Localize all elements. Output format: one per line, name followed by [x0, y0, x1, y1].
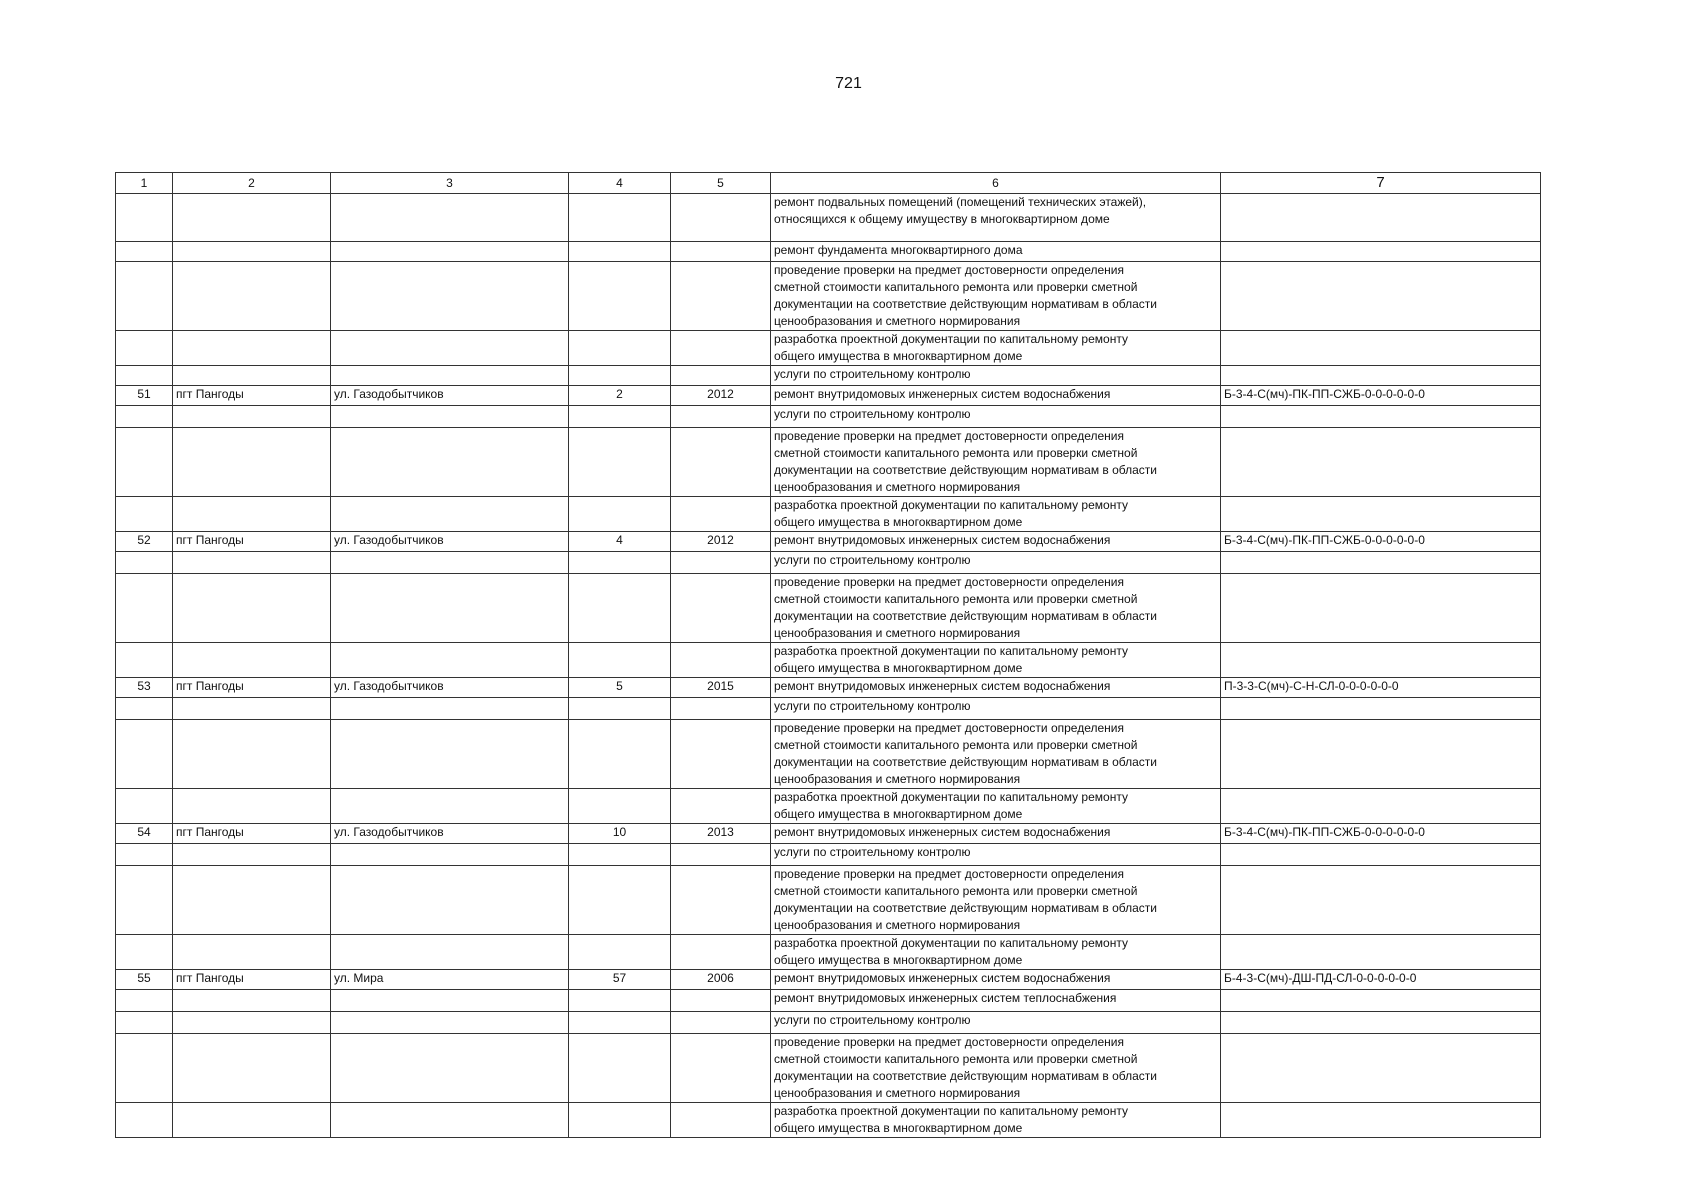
cell-work: разработка проектной документации по капитальному ремонту общего имущества в многоквартирном доме [771, 643, 1221, 678]
cell-street [331, 262, 569, 331]
cell-number [116, 990, 173, 1012]
cell-work: ремонт внутридомовых инженерных систем водоснабжения [771, 970, 1221, 990]
table-row [116, 497, 1541, 532]
cell-code [1221, 552, 1541, 574]
cell-street [331, 643, 569, 678]
cell-street [331, 331, 569, 366]
cell-work: ремонт фундамента многоквартирного дома [771, 242, 1221, 262]
cell-number [116, 866, 173, 935]
cell-work: ремонт внутридомовых инженерных систем водоснабжения [771, 824, 1221, 844]
cell-street [331, 428, 569, 497]
header-col-5: 5 [671, 173, 771, 194]
cell-street: ул. Газодобытчиков [331, 678, 569, 698]
cell-street [331, 242, 569, 262]
cell-code [1221, 194, 1541, 242]
cell-work: разработка проектной документации по капитальному ремонту общего имущества в многоквартирном доме [771, 1103, 1221, 1138]
cell-settlement: пгт Пангоды [173, 532, 331, 552]
cell-code [1221, 497, 1541, 532]
cell-number [116, 1012, 173, 1034]
cell-number [116, 720, 173, 789]
cell-settlement [173, 1103, 331, 1138]
cell-number: 53 [116, 678, 173, 698]
cell-house: 4 [569, 532, 671, 552]
cell-house [569, 428, 671, 497]
cell-code: Б-3-4-С(мч)-ПК-ПП-СЖБ-0-0-0-0-0-0 [1221, 386, 1541, 406]
table-row [116, 866, 1541, 935]
table-row [116, 331, 1541, 366]
cell-year: 2015 [671, 678, 771, 698]
cell-year: 2013 [671, 824, 771, 844]
cell-house [569, 262, 671, 331]
cell-number [116, 1103, 173, 1138]
cell-settlement [173, 194, 331, 242]
cell-house [569, 990, 671, 1012]
cell-house: 2 [569, 386, 671, 406]
cell-work: разработка проектной документации по капитальному ремонту общего имущества в многоквартирном доме [771, 789, 1221, 824]
cell-street: ул. Мира [331, 970, 569, 990]
cell-number [116, 789, 173, 824]
cell-settlement [173, 262, 331, 331]
cell-year [671, 1012, 771, 1034]
header-col-3: 3 [331, 173, 569, 194]
cell-settlement [173, 866, 331, 935]
table-row [116, 720, 1541, 789]
cell-year [671, 262, 771, 331]
cell-house [569, 194, 671, 242]
cell-settlement [173, 574, 331, 643]
table-row [116, 406, 1541, 428]
page-number: 721 [835, 75, 862, 92]
cell-house: 10 [569, 824, 671, 844]
table-row [116, 532, 1541, 552]
cell-street: ул. Газодобытчиков [331, 532, 569, 552]
cell-settlement [173, 242, 331, 262]
cell-settlement [173, 552, 331, 574]
cell-code: Б-3-4-С(мч)-ПК-ПП-СЖБ-0-0-0-0-0-0 [1221, 532, 1541, 552]
cell-work: услуги по строительному контролю [771, 406, 1221, 428]
cell-street [331, 789, 569, 824]
cell-number [116, 406, 173, 428]
cell-house [569, 331, 671, 366]
cell-work: услуги по строительному контролю [771, 698, 1221, 720]
table-row [116, 1034, 1541, 1103]
cell-work: разработка проектной документации по капитальному ремонту общего имущества в многоквартирном доме [771, 935, 1221, 970]
cell-street: ул. Газодобытчиков [331, 386, 569, 406]
table-row [116, 824, 1541, 844]
cell-year [671, 935, 771, 970]
cell-code [1221, 574, 1541, 643]
table-row [116, 428, 1541, 497]
cell-year [671, 194, 771, 242]
table-row [116, 552, 1541, 574]
cell-settlement [173, 698, 331, 720]
cell-year [671, 242, 771, 262]
table-header-row [116, 173, 1541, 194]
table-row [116, 574, 1541, 643]
cell-work: ремонт внутридомовых инженерных систем теплоснабжения [771, 990, 1221, 1012]
cell-settlement [173, 720, 331, 789]
cell-code: Б-4-3-С(мч)-ДШ-ПД-СЛ-0-0-0-0-0-0 [1221, 970, 1541, 990]
header-col-7: 7 [1221, 173, 1541, 194]
cell-code [1221, 428, 1541, 497]
cell-number: 55 [116, 970, 173, 990]
cell-year: 2012 [671, 386, 771, 406]
cell-street: ул. Газодобытчиков [331, 824, 569, 844]
cell-number [116, 574, 173, 643]
cell-house [569, 720, 671, 789]
table-row [116, 366, 1541, 386]
cell-year [671, 1103, 771, 1138]
cell-work: проведение проверки на предмет достоверности определения сметной стоимости капитального ремонта или проверки сметной документации на соответствие действующим нормативам в области ценообразования и сметного нормирования [771, 574, 1221, 643]
cell-street [331, 497, 569, 532]
cell-number [116, 643, 173, 678]
cell-street [331, 194, 569, 242]
table-row [116, 262, 1541, 331]
cell-street [331, 366, 569, 386]
cell-house [569, 643, 671, 678]
header-col-4: 4 [569, 173, 671, 194]
cell-work: проведение проверки на предмет достоверности определения сметной стоимости капитального ремонта или проверки сметной документации на соответствие действующим нормативам в области ценообразования и сметного нормирования [771, 262, 1221, 331]
cell-settlement: пгт Пангоды [173, 678, 331, 698]
cell-code [1221, 789, 1541, 824]
cell-work: услуги по строительному контролю [771, 1012, 1221, 1034]
cell-year [671, 643, 771, 678]
cell-settlement [173, 497, 331, 532]
cell-settlement [173, 428, 331, 497]
cell-number [116, 935, 173, 970]
cell-house [569, 406, 671, 428]
cell-settlement [173, 789, 331, 824]
cell-settlement [173, 1012, 331, 1034]
cell-house [569, 1012, 671, 1034]
cell-street [331, 1012, 569, 1034]
cell-street [331, 1103, 569, 1138]
cell-house [569, 574, 671, 643]
cell-number [116, 428, 173, 497]
table-row [116, 698, 1541, 720]
cell-street [331, 698, 569, 720]
table-row [116, 970, 1541, 990]
cell-year [671, 1034, 771, 1103]
table-row [116, 386, 1541, 406]
cell-street [331, 866, 569, 935]
table-row [116, 844, 1541, 866]
cell-house: 57 [569, 970, 671, 990]
cell-work: ремонт внутридомовых инженерных систем водоснабжения [771, 532, 1221, 552]
cell-house [569, 242, 671, 262]
cell-number [116, 262, 173, 331]
cell-code [1221, 643, 1541, 678]
cell-number [116, 366, 173, 386]
cell-house [569, 366, 671, 386]
cell-code [1221, 935, 1541, 970]
cell-code [1221, 720, 1541, 789]
cell-house [569, 789, 671, 824]
cell-year [671, 497, 771, 532]
cell-number [116, 497, 173, 532]
cell-settlement: пгт Пангоды [173, 386, 331, 406]
cell-settlement [173, 366, 331, 386]
cell-year [671, 866, 771, 935]
cell-number [116, 331, 173, 366]
cell-year [671, 331, 771, 366]
cell-code [1221, 844, 1541, 866]
cell-street [331, 935, 569, 970]
cell-code: Б-3-4-С(мч)-ПК-ПП-СЖБ-0-0-0-0-0-0 [1221, 824, 1541, 844]
header-col-1: 1 [116, 173, 173, 194]
cell-code [1221, 866, 1541, 935]
cell-work: проведение проверки на предмет достоверности определения сметной стоимости капитального ремонта или проверки сметной документации на соответствие действующим нормативам в области ценообразования и сметного нормирования [771, 720, 1221, 789]
cell-settlement [173, 935, 331, 970]
table-body [116, 194, 1541, 1138]
cell-year: 2012 [671, 532, 771, 552]
header-col-6: 6 [771, 173, 1221, 194]
cell-number [116, 698, 173, 720]
cell-code [1221, 990, 1541, 1012]
cell-work: разработка проектной документации по капитальному ремонту общего имущества в многоквартирном доме [771, 497, 1221, 532]
cell-house [569, 552, 671, 574]
cell-code [1221, 262, 1541, 331]
cell-house [569, 698, 671, 720]
table-row [116, 990, 1541, 1012]
cell-year: 2006 [671, 970, 771, 990]
cell-code [1221, 406, 1541, 428]
cell-year [671, 428, 771, 497]
cell-code [1221, 331, 1541, 366]
cell-number: 51 [116, 386, 173, 406]
cell-year [671, 698, 771, 720]
cell-settlement [173, 406, 331, 428]
table-row [116, 935, 1541, 970]
cell-year [671, 574, 771, 643]
cell-street [331, 1034, 569, 1103]
cell-work: услуги по строительному контролю [771, 552, 1221, 574]
cell-house [569, 1034, 671, 1103]
table-row [116, 242, 1541, 262]
header-col-2: 2 [173, 173, 331, 194]
cell-number [116, 552, 173, 574]
cell-house [569, 497, 671, 532]
cell-code [1221, 698, 1541, 720]
cell-work: разработка проектной документации по капитальному ремонту общего имущества в многоквартирном доме [771, 331, 1221, 366]
table-row [116, 643, 1541, 678]
cell-number: 54 [116, 824, 173, 844]
cell-street [331, 552, 569, 574]
cell-code [1221, 242, 1541, 262]
cell-year [671, 552, 771, 574]
cell-number [116, 194, 173, 242]
cell-work: услуги по строительному контролю [771, 844, 1221, 866]
table-row [116, 1012, 1541, 1034]
cell-work: ремонт внутридомовых инженерных систем водоснабжения [771, 386, 1221, 406]
cell-number: 52 [116, 532, 173, 552]
table-row [116, 194, 1541, 242]
cell-number [116, 242, 173, 262]
cell-settlement [173, 331, 331, 366]
cell-street [331, 574, 569, 643]
cell-settlement [173, 1034, 331, 1103]
cell-street [331, 990, 569, 1012]
cell-settlement [173, 990, 331, 1012]
cell-work: проведение проверки на предмет достоверности определения сметной стоимости капитального ремонта или проверки сметной документации на соответствие действующим нормативам в области ценообразования и сметного нормирования [771, 1034, 1221, 1103]
table-row [116, 789, 1541, 824]
cell-work: ремонт подвальных помещений (помещений технических этажей), относящихся к общему имуществу в многоквартирном доме [771, 194, 1221, 242]
cell-house: 5 [569, 678, 671, 698]
cell-work: проведение проверки на предмет достоверности определения сметной стоимости капитального ремонта или проверки сметной документации на соответствие действующим нормативам в области ценообразования и сметного нормирования [771, 866, 1221, 935]
repair-program-table [115, 172, 1541, 1138]
table-row [116, 1103, 1541, 1138]
cell-code [1221, 366, 1541, 386]
cell-number [116, 1034, 173, 1103]
cell-house [569, 935, 671, 970]
cell-code [1221, 1103, 1541, 1138]
cell-number [116, 844, 173, 866]
cell-code: П-3-3-С(мч)-С-Н-СЛ-0-0-0-0-0-0 [1221, 678, 1541, 698]
cell-year [671, 406, 771, 428]
cell-settlement: пгт Пангоды [173, 970, 331, 990]
cell-settlement [173, 844, 331, 866]
cell-house [569, 1103, 671, 1138]
cell-street [331, 844, 569, 866]
cell-settlement [173, 643, 331, 678]
cell-street [331, 406, 569, 428]
cell-work: услуги по строительному контролю [771, 366, 1221, 386]
cell-year [671, 720, 771, 789]
cell-street [331, 720, 569, 789]
cell-year [671, 990, 771, 1012]
table-row [116, 678, 1541, 698]
cell-house [569, 844, 671, 866]
cell-house [569, 866, 671, 935]
cell-work: проведение проверки на предмет достоверности определения сметной стоимости капитального ремонта или проверки сметной документации на соответствие действующим нормативам в области ценообразования и сметного нормирования [771, 428, 1221, 497]
cell-year [671, 789, 771, 824]
cell-year [671, 366, 771, 386]
cell-year [671, 844, 771, 866]
cell-code [1221, 1034, 1541, 1103]
cell-code [1221, 1012, 1541, 1034]
cell-work: ремонт внутридомовых инженерных систем водоснабжения [771, 678, 1221, 698]
cell-settlement: пгт Пангоды [173, 824, 331, 844]
